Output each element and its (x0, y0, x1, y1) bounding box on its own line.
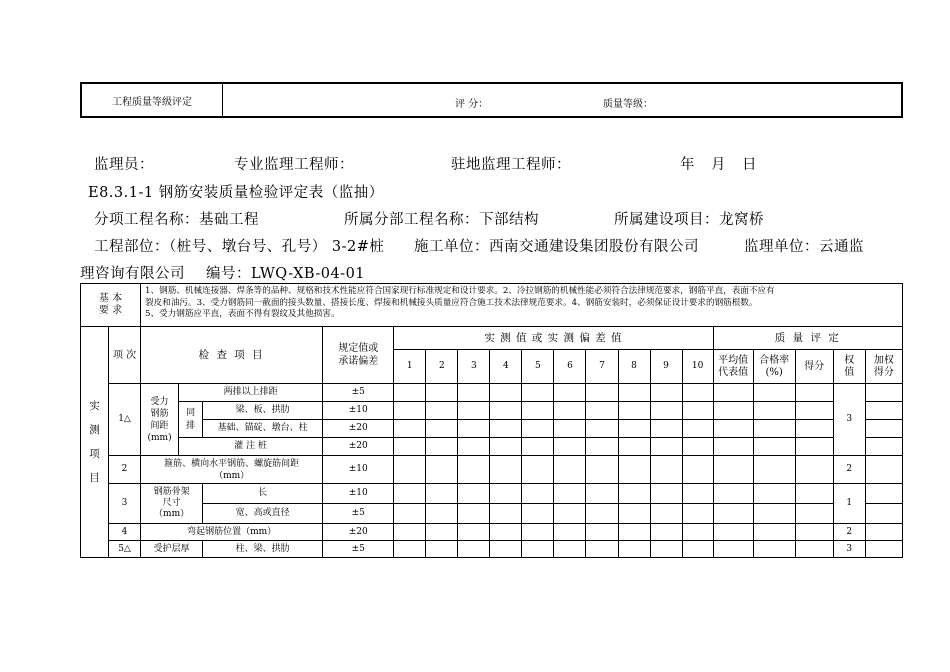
quality-grade-label: 工程质量等级评定 (81, 83, 223, 117)
row1d-spec: ±20 (323, 438, 394, 456)
empty-cell (586, 456, 618, 484)
empty-cell (554, 420, 586, 438)
empty-cell (394, 456, 426, 484)
empty-cell (618, 402, 650, 420)
avg-header: 平均值 代表值 (713, 350, 753, 384)
empty-cell (618, 384, 650, 402)
empty-cell (554, 524, 586, 541)
empty-cell (753, 504, 795, 524)
empty-cell (865, 402, 902, 420)
empty-cell (458, 524, 490, 541)
year-label: 年 (680, 157, 695, 173)
quality-grade-cell (223, 83, 903, 117)
sub-project-name: 分项工程名称：基础工程 (94, 212, 259, 228)
empty-cell (795, 484, 833, 504)
empty-cell (586, 438, 618, 456)
score-label: 评 分： (455, 99, 489, 110)
empty-cell (554, 504, 586, 524)
supervisor-label: 监理员： (94, 157, 154, 173)
empty-cell (682, 402, 713, 420)
empty-cell (682, 438, 713, 456)
empty-cell (650, 524, 682, 541)
supervision-unit-b: 理咨询有限公司 (80, 266, 185, 282)
empty-cell (490, 384, 522, 402)
empty-cell (490, 524, 522, 541)
point-8-header: 8 (618, 350, 650, 384)
row5-spec: ±5 (323, 541, 394, 558)
empty-cell (426, 384, 458, 402)
empty-cell (554, 402, 586, 420)
point-6-header: 6 (554, 350, 586, 384)
form-code: 编号：LWQ-XB-04-01 (206, 266, 366, 282)
empty-cell (618, 504, 650, 524)
check-item-header: 检 查 项 目 (141, 327, 323, 384)
empty-cell (554, 384, 586, 402)
row2-item: 箍筋、横向水平钢筋、螺旋筋间距 （mm） (141, 456, 323, 484)
empty-cell (426, 504, 458, 524)
empty-cell (554, 456, 586, 484)
form-title: E8.3.1-1 钢筋安装质量检验评定表（监抽） (88, 185, 384, 201)
empty-cell (426, 402, 458, 420)
basic-req-label-2: 要 求 (98, 305, 123, 316)
empty-cell (713, 456, 753, 484)
empty-cell (753, 438, 795, 456)
empty-cell (865, 484, 902, 504)
empty-cell (865, 438, 902, 456)
empty-cell (618, 438, 650, 456)
row1-same-row: 同 排 (179, 402, 203, 438)
empty-cell (554, 484, 586, 504)
empty-cell (753, 524, 795, 541)
empty-cell (618, 541, 650, 558)
empty-cell (865, 456, 902, 484)
empty-cell (458, 504, 490, 524)
table-row (81, 456, 903, 484)
weight-header: 权 值 (833, 350, 865, 384)
row1a-spec: ±5 (323, 384, 394, 402)
table-row (81, 420, 903, 438)
empty-cell (795, 504, 833, 524)
empty-cell (490, 541, 522, 558)
empty-cell (713, 438, 753, 456)
row2-no: 2 (109, 456, 141, 484)
specialist-engineer-label: 专业监理工程师： (234, 157, 354, 173)
empty-cell (682, 384, 713, 402)
empty-cell (522, 524, 554, 541)
empty-cell (490, 438, 522, 456)
empty-cell (586, 420, 618, 438)
supervision-unit-a: 监理单位：云通监 (744, 239, 864, 255)
empty-cell (650, 456, 682, 484)
empty-cell (713, 420, 753, 438)
empty-cell (618, 524, 650, 541)
empty-cell (753, 484, 795, 504)
row5-weight: 3 (833, 541, 865, 558)
empty-cell (426, 438, 458, 456)
empty-cell (586, 384, 618, 402)
empty-cell (795, 420, 833, 438)
empty-cell (458, 456, 490, 484)
basic-req-text-1: 1、钢筋、机械连接器、焊条等的品种、规格和技术性能应符合国家现行标准规定和设计要求。2、冷拉钢筋的机械性能必须符合法律规范要求，钢筋平直，表面不应有 (145, 286, 775, 296)
quality-eval-header: 质 量 评 定 (713, 327, 902, 350)
empty-cell (522, 402, 554, 420)
empty-cell (458, 541, 490, 558)
weighted-score-header: 加权 得分 (865, 350, 902, 384)
row4-spec: ±20 (323, 524, 394, 541)
row1c-item: 基础、锚碇、墩台、柱 (203, 420, 323, 438)
empty-cell (795, 456, 833, 484)
empty-cell (522, 484, 554, 504)
empty-cell (394, 541, 426, 558)
table-row (81, 402, 903, 420)
empty-cell (795, 384, 833, 402)
empty-cell (394, 384, 426, 402)
basic-req-text-2: 裂皮和油污。3、受力钢筋同一截面的接头数量、搭接长度、焊接和机械接头质量应符合施工技术法律规范要求。4、钢筋安装时，必须保证设计要求的钢筋根数。 (145, 297, 758, 308)
point-5-header: 5 (522, 350, 554, 384)
row5-group: 受护层厚 (141, 541, 203, 558)
empty-cell (522, 384, 554, 402)
empty-cell (394, 420, 426, 438)
empty-cell (586, 402, 618, 420)
measured-values-header: 实 测 值 或 实 测 偏 差 值 (394, 327, 713, 350)
empty-cell (458, 402, 490, 420)
empty-cell (682, 541, 713, 558)
row3b-item: 宽、高或直径 (203, 504, 323, 524)
empty-cell (650, 420, 682, 438)
empty-cell (490, 402, 522, 420)
empty-cell (682, 456, 713, 484)
empty-cell (753, 402, 795, 420)
row1c-spec: ±20 (323, 420, 394, 438)
measured-items-side-label: 实 测 项 目 (81, 327, 109, 558)
row1-no: 1△ (109, 384, 141, 456)
item-no-header: 项 次 (109, 327, 141, 384)
empty-cell (522, 420, 554, 438)
row1d-item: 灌 注 桩 (179, 438, 323, 456)
empty-cell (426, 456, 458, 484)
row5-no: 5△ (109, 541, 141, 558)
empty-cell (795, 541, 833, 558)
row1-weight: 3 (833, 384, 865, 456)
empty-cell (713, 402, 753, 420)
empty-cell (618, 484, 650, 504)
table-row (81, 504, 903, 524)
work-location: 工程部位：（桩号、墩台号、孔号） 3-2#桩 (94, 239, 385, 255)
empty-cell (394, 524, 426, 541)
month-label: 月 (711, 157, 726, 173)
empty-cell (586, 541, 618, 558)
empty-cell (394, 438, 426, 456)
table-row (81, 541, 903, 558)
empty-cell (753, 541, 795, 558)
empty-cell (522, 541, 554, 558)
empty-cell (458, 438, 490, 456)
table-row (81, 484, 903, 504)
empty-cell (458, 484, 490, 504)
row2-spec: ±10 (323, 456, 394, 484)
basic-req-text-3: 5、受力钢筋应平直，表面不得有裂纹及其他损害。 (145, 309, 340, 319)
empty-cell (682, 524, 713, 541)
table-row (81, 438, 903, 456)
empty-cell (650, 541, 682, 558)
empty-cell (618, 420, 650, 438)
empty-cell (650, 484, 682, 504)
inspection-table (80, 283, 903, 558)
table-row (81, 384, 903, 402)
empty-cell (586, 504, 618, 524)
empty-cell (522, 504, 554, 524)
empty-cell (650, 438, 682, 456)
empty-cell (865, 524, 902, 541)
empty-cell (394, 484, 426, 504)
row4-no: 4 (109, 524, 141, 541)
basic-req-label-1: 基 本 (98, 293, 123, 304)
basic-req-text (141, 284, 903, 327)
empty-cell (490, 456, 522, 484)
row2-weight: 2 (833, 456, 865, 484)
empty-cell (713, 541, 753, 558)
point-1-header: 1 (394, 350, 426, 384)
quality-grade-table (80, 82, 903, 118)
empty-cell (426, 484, 458, 504)
grade-label: 质量等级： (603, 99, 653, 110)
empty-cell (865, 384, 902, 402)
point-9-header: 9 (650, 350, 682, 384)
empty-cell (618, 456, 650, 484)
construction-project: 所属建设项目：龙窝桥 (614, 212, 764, 228)
empty-cell (586, 484, 618, 504)
empty-cell (650, 384, 682, 402)
row4-item: 弯起钢筋位置（mm） (141, 524, 323, 541)
empty-cell (394, 402, 426, 420)
empty-cell (713, 484, 753, 504)
pass-rate-header: 合格率 (%) (753, 350, 795, 384)
empty-cell (753, 384, 795, 402)
row3-group: 钢筋骨架 尺寸 （mm） (141, 484, 203, 524)
empty-cell (795, 524, 833, 541)
row1b-spec: ±10 (323, 402, 394, 420)
empty-cell (650, 504, 682, 524)
empty-cell (426, 420, 458, 438)
empty-cell (586, 524, 618, 541)
point-4-header: 4 (490, 350, 522, 384)
empty-cell (713, 384, 753, 402)
empty-cell (490, 484, 522, 504)
empty-cell (522, 438, 554, 456)
empty-cell (753, 420, 795, 438)
empty-cell (490, 504, 522, 524)
empty-cell (865, 504, 902, 524)
basic-req-label (81, 284, 141, 327)
empty-cell (458, 384, 490, 402)
row1-group: 受力 钢筋 间距 (mm) (141, 384, 179, 456)
empty-cell (426, 524, 458, 541)
row3-weight: 1 (833, 484, 865, 524)
row3b-spec: ±5 (323, 504, 394, 524)
point-3-header: 3 (458, 350, 490, 384)
empty-cell (554, 541, 586, 558)
row3a-spec: ±10 (323, 484, 394, 504)
row3a-item: 长 (203, 484, 323, 504)
empty-cell (394, 504, 426, 524)
empty-cell (682, 420, 713, 438)
spec-header: 规定值或 承诺偏差 (323, 327, 394, 384)
row1a-item: 两排以上排距 (179, 384, 323, 402)
empty-cell (682, 484, 713, 504)
empty-cell (713, 524, 753, 541)
empty-cell (682, 504, 713, 524)
empty-cell (713, 504, 753, 524)
division-name: 所属分部工程名称：下部结构 (344, 212, 539, 228)
point-7-header: 7 (586, 350, 618, 384)
contractor-unit: 施工单位：西南交通建设集团股份有限公司 (414, 239, 699, 255)
empty-cell (865, 541, 902, 558)
empty-cell (426, 541, 458, 558)
score-header: 得分 (795, 350, 833, 384)
empty-cell (650, 402, 682, 420)
empty-cell (865, 420, 902, 438)
resident-engineer-label: 驻地监理工程师： (451, 157, 571, 173)
day-label: 日 (742, 157, 757, 173)
row1b-item: 梁、板、拱肋 (203, 402, 323, 420)
empty-cell (458, 420, 490, 438)
row4-weight: 2 (833, 524, 865, 541)
empty-cell (554, 438, 586, 456)
table-row (81, 524, 903, 541)
row5-item: 柱、梁、拱肋 (203, 541, 323, 558)
empty-cell (795, 438, 833, 456)
empty-cell (490, 420, 522, 438)
point-10-header: 10 (682, 350, 713, 384)
empty-cell (795, 402, 833, 420)
empty-cell (522, 456, 554, 484)
point-2-header: 2 (426, 350, 458, 384)
row3-no: 3 (109, 484, 141, 524)
empty-cell (753, 456, 795, 484)
